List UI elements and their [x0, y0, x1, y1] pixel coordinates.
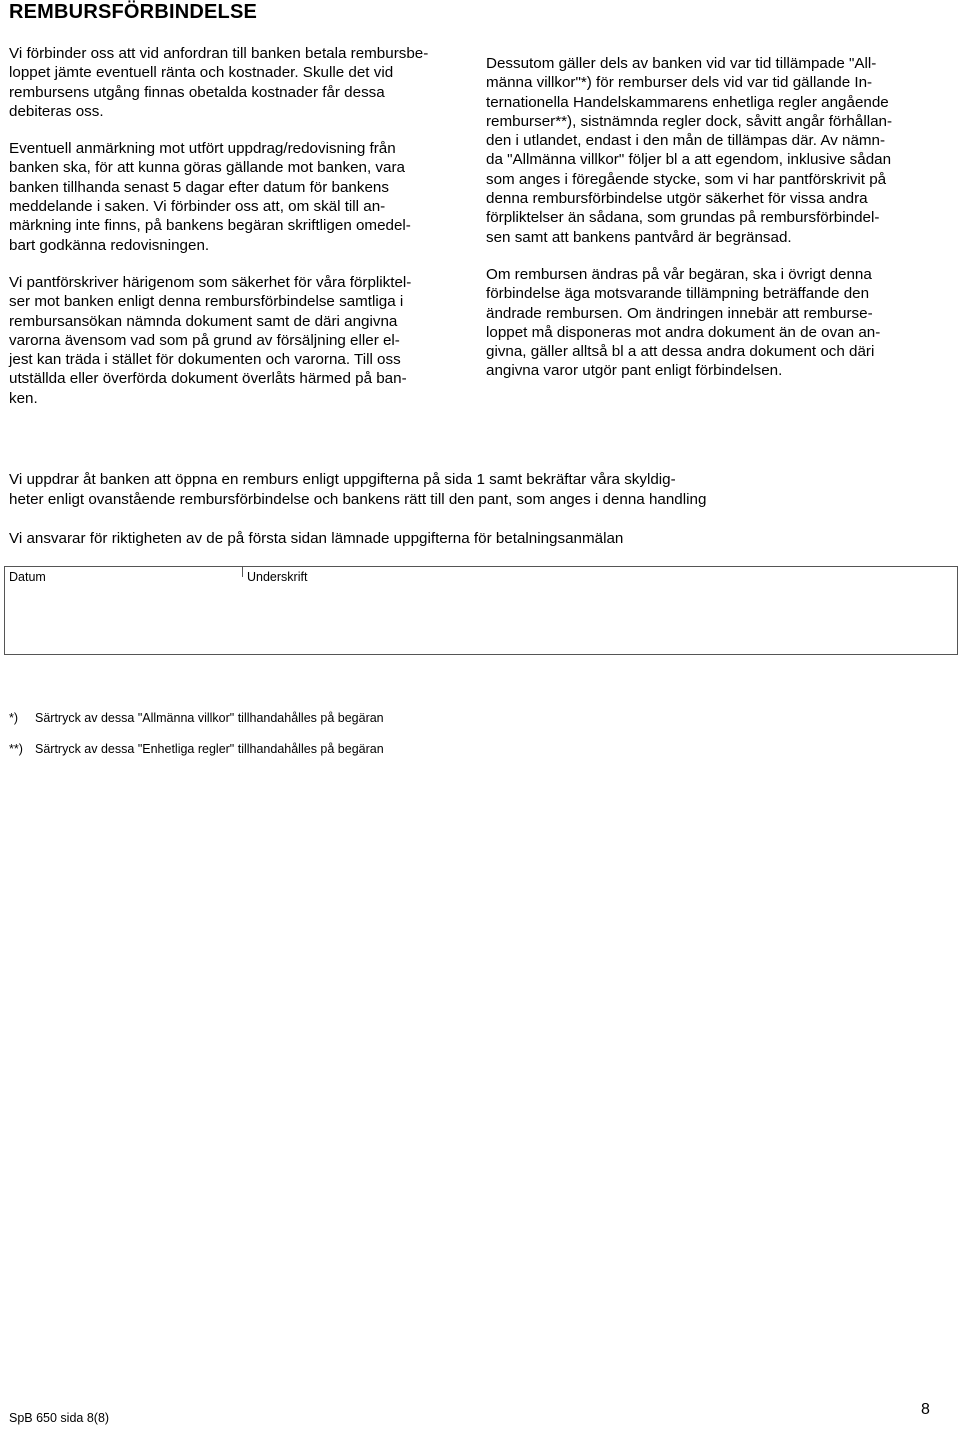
- text-line: da "Allmänna villkor" följer bl a att egendom, inklusive sådan: [486, 151, 892, 169]
- text-line: förbindelse äga motsvarande tillämpning beträffande den: [486, 285, 870, 303]
- text-line: rembursens utgång finnas obetalda kostnader får dessa: [9, 83, 385, 101]
- date-field-label: Datum: [9, 570, 46, 584]
- signature-field-label: Underskrift: [247, 570, 308, 584]
- text-line: Dessutom gäller dels av banken vid var tid tillämpade "All-: [486, 55, 877, 72]
- field-divider: [242, 567, 243, 577]
- footnote-mark: **): [9, 742, 23, 756]
- text-line: den i utlandet, endast i den mån de tillämpas där. Av nämn-: [486, 132, 886, 150]
- text-line: ser mot banken enligt denna rembursförbindelse samtliga i: [9, 293, 404, 311]
- text-line: förpliktelser än sådana, som grundas på rembursförbindel-: [486, 209, 880, 227]
- text-line: sen samt att bankens pantvård är begränsad.: [486, 228, 792, 246]
- left-column: [9, 44, 457, 426]
- text-line: loppet må disponeras mot andra dokument än de ovan an-: [486, 323, 881, 341]
- responsibility-statement: Vi ansvarar för riktigheten av de på första sidan lämnade uppgifterna för betalningsanmälan: [9, 530, 624, 547]
- confirmation-statement: [9, 470, 706, 509]
- text-line: märkning inte finns, på bankens begäran skriftligen omedel-: [9, 217, 411, 235]
- text-line: Vi pantförskriver härigenom som säkerhet för våra förpliktel-: [9, 273, 412, 291]
- text-line: varorna ävensom vad som på grund av försäljning eller el-: [9, 331, 400, 349]
- text-line: rembursansökan nämnda dokument samt de däri angivna: [9, 312, 398, 330]
- text-line: givna, gäller alltså bl a att dessa andra dokument och däri: [486, 343, 875, 361]
- footnote-general-terms: [9, 711, 384, 725]
- text-line: banken ska, för att kunna göras gällande mot banken, vara: [9, 159, 405, 177]
- text-line: meddelande i saken. Vi förbinder oss att, om skäl till an-: [9, 198, 386, 216]
- text-line: ändrade rembursen. Om ändringen innebär att remburse-: [486, 304, 873, 322]
- text-line: Vi uppdrar åt banken att öppna en remburs enligt uppgifterna på sida 1 samt bekräftar våra skyldig-: [9, 471, 676, 488]
- signature-box: [4, 566, 958, 655]
- paragraph-amendments: [486, 265, 936, 381]
- paragraph-objection-deadline: [9, 139, 457, 255]
- page-number: 8: [921, 1401, 930, 1418]
- footnote-text: Särtryck av dessa "Enhetliga regler" tillhandahålles på begäran: [35, 742, 384, 756]
- text-line: heter enligt ovanstående rembursförbindelse och bankens rätt till den pant, som anges i denna handling: [9, 490, 707, 508]
- text-line: angivna varor utgör pant enligt förbindelsen.: [486, 362, 783, 380]
- text-line: denna rembursförbindelse utgör säkerhet för vissa andra: [486, 190, 868, 208]
- text-line: som anges i föregående stycke, som vi har pantförskrivit på: [486, 170, 887, 188]
- document-title: REMBURSFÖRBINDELSE: [9, 1, 258, 23]
- text-line: Vi förbinder oss att vid anfordran till banken betala rembursbe-: [9, 45, 429, 62]
- footnote-text: Särtryck av dessa "Allmänna villkor" tillhandahålles på begäran: [35, 711, 384, 725]
- text-line: bart godkänna redovisningen.: [9, 236, 210, 254]
- right-column: [486, 54, 936, 399]
- text-line: Om rembursen ändras på vår begäran, ska i övrigt denna: [486, 265, 872, 283]
- text-line: banken tillhanda senast 5 dagar efter datum för bankens: [9, 178, 389, 196]
- text-line: männa villkor"*) för remburser dels vid var tid gällande In-: [486, 74, 873, 92]
- text-line: Eventuell anmärkning mot utfört uppdrag/redovisning från: [9, 140, 396, 158]
- text-line: ken.: [9, 389, 38, 407]
- text-line: remburser**), sistnämnda regler dock, såvitt angår förhållan-: [486, 112, 893, 130]
- text-line: loppet jämte eventuell ränta och kostnader. Skulle det vid: [9, 64, 394, 82]
- paragraph-payment-obligation: [9, 44, 457, 121]
- paragraph-pledge: [9, 273, 457, 408]
- footnote-mark: *): [9, 711, 19, 725]
- form-identifier: SpB 650 sida 8(8): [9, 1411, 110, 1425]
- paragraph-general-terms: [486, 54, 936, 247]
- text-line: ternationella Handelskammarens enhetliga regler angående: [486, 93, 889, 111]
- footnote-uniform-rules: [9, 742, 384, 756]
- text-line: utställda eller överförda dokument överlåts härmed på ban-: [9, 370, 407, 388]
- text-line: debiteras oss.: [9, 102, 104, 120]
- text-line: jest kan träda i stället för dokumenten och varorna. Till oss: [9, 351, 401, 369]
